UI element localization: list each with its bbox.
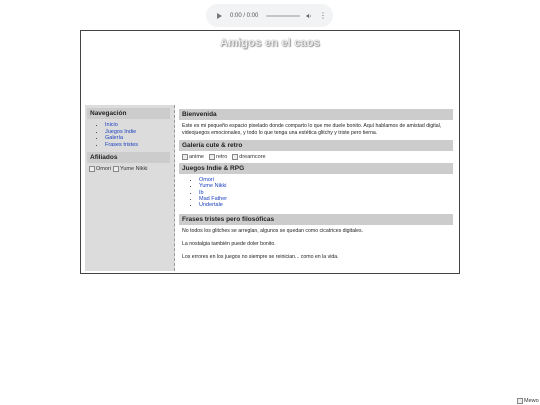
main-content [179,105,457,271]
game-link-omori[interactable]: Omori [199,177,214,184]
gallery [182,154,453,160]
quote-2: La nostalgia también puede doler bonito. [182,240,276,247]
affiliates-heading: Afiliados [87,152,170,163]
quote-3: Los errores en los juegos no siempre se reinician... como en la vida. [182,253,339,260]
gallery-image-dreamcore: dreamcore [232,154,265,160]
site-title: Amigos en el caos [220,37,320,49]
sidebar [85,105,175,271]
gallery-heading: Galería cute & retro [179,140,453,151]
nav-link-frases-tristes[interactable]: Frases tristes [105,141,139,148]
audio-player[interactable] [206,4,333,27]
quotes-heading: Frases tristes pero filosóficas [179,214,453,225]
game-link-ib[interactable]: Ib [199,189,204,196]
audio-progress-track[interactable] [266,15,300,17]
games-list [179,177,453,208]
welcome-heading: Bienvenida [179,109,453,120]
nav-link-inicio[interactable]: Inicio [105,122,118,128]
nav-list [87,122,174,148]
game-link-undertale[interactable]: Undertale [199,202,223,209]
game-link-yume-nikki[interactable]: Yume Nikki [199,183,227,190]
welcome-text: Este es mi pequeño espacio pixelado donde comparto lo que me duele bonito. Aquí hablamos de amistad digital, videojuegos emocionales, y todo lo que tenga una estética glitchy y triste pero tierna. [182,123,442,136]
more-options-icon[interactable]: ⋮ [319,10,327,20]
nav-link-juegos-indie[interactable]: Juegos Indie [105,128,137,135]
audio-time: 0:00 / 0:00 [230,12,259,19]
site-frame [80,30,460,274]
nav-item-frases [105,142,174,149]
gallery-image-retro: retro [209,154,227,160]
quote-1: No todos los glitches se arreglan, algunos se quedan como cicatrices digitales. [182,227,364,234]
game-link-mad-father[interactable]: Mad Father [199,196,228,203]
nav-link-galeria[interactable]: Galería [105,135,124,141]
play-icon[interactable] [217,13,222,19]
list-item [199,202,453,208]
affiliate-image-omori[interactable]: Omori [89,166,111,172]
gallery-image-anime: anime [182,154,204,160]
nav-heading: Navegación [87,108,170,119]
affiliate-image-yume-nikki[interactable]: Yume Nikki [113,166,148,172]
affiliates-list [87,166,174,172]
footer-image-mewo: Mewo [517,398,539,404]
games-heading: Juegos Indie & RPG [179,163,453,174]
volume-icon[interactable] [306,13,312,19]
